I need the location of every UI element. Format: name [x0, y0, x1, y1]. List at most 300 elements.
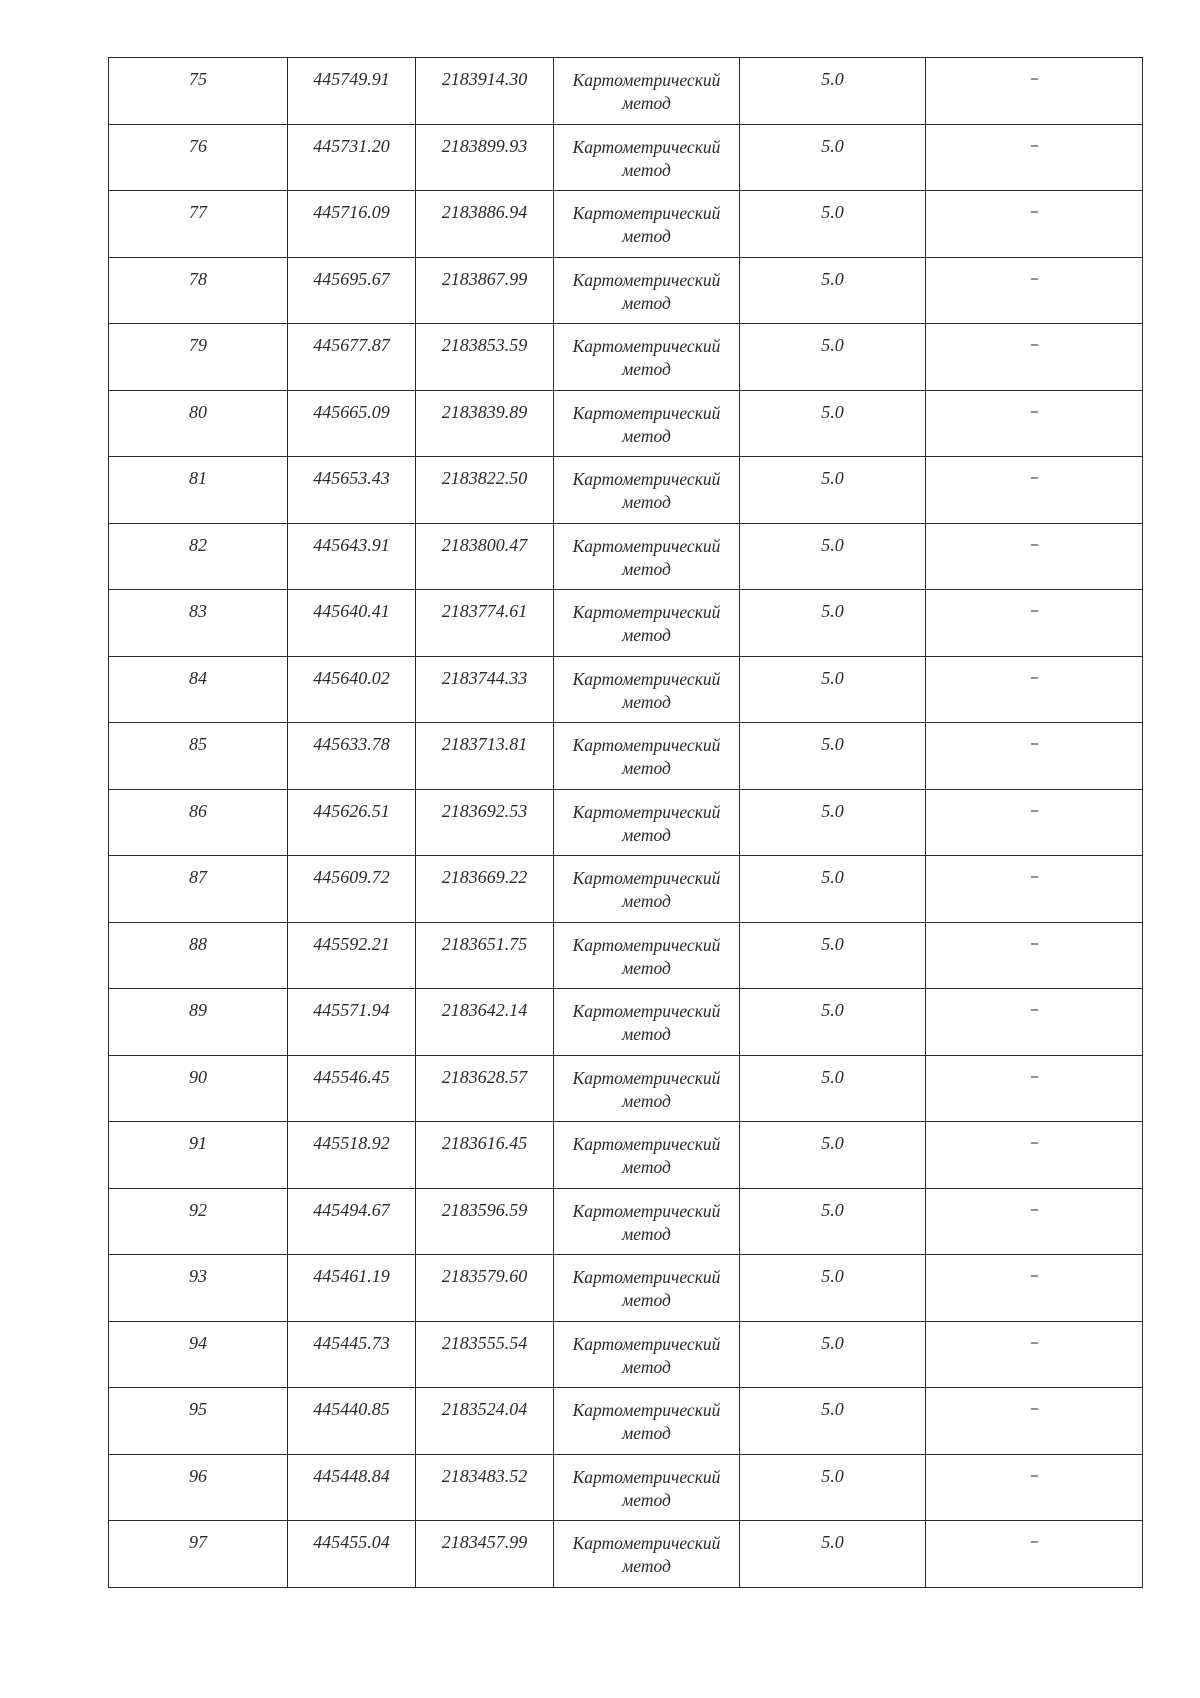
method-cell-text	[554, 1255, 739, 1312]
table-row	[109, 1321, 1143, 1388]
note-cell-text: --	[1030, 337, 1038, 352]
method-cell-line-1: Картометрический	[572, 1200, 721, 1221]
method-cell-line-1: Картометрический	[572, 602, 721, 622]
note-cell	[926, 1454, 1143, 1521]
x-coordinate-cell	[288, 656, 416, 723]
point-number-cell	[109, 989, 288, 1056]
point-number-cell-text: 81	[189, 468, 207, 488]
x-coordinate-cell	[288, 1055, 416, 1122]
coordinates-table-body	[109, 58, 1143, 1588]
x-coordinate-cell-text: 445518.92	[313, 1133, 390, 1153]
point-number-cell	[109, 590, 288, 657]
accuracy-cell	[740, 58, 926, 125]
y-coordinate-cell	[416, 1255, 554, 1322]
accuracy-cell-text: 5.0	[821, 667, 844, 688]
method-cell-text	[554, 923, 739, 980]
y-coordinate-cell-text: 2183579.60	[441, 1266, 528, 1286]
method-cell-text	[554, 191, 739, 248]
point-number-cell-text: 93	[189, 1266, 207, 1286]
note-cell-text: --	[1030, 1068, 1038, 1084]
y-coordinate-cell	[416, 257, 554, 324]
accuracy-cell-text: 5.0	[821, 800, 844, 821]
point-number-cell	[109, 324, 288, 391]
y-coordinate-cell-text: 2183899.93	[441, 135, 528, 156]
point-number-cell	[109, 390, 288, 457]
note-cell	[926, 1055, 1143, 1122]
y-coordinate-cell-text: 2183457.99	[441, 1532, 528, 1552]
method-cell-line-1: Картометрический	[572, 1533, 721, 1553]
x-coordinate-cell-text: 445695.67	[313, 268, 390, 289]
note-cell	[926, 856, 1143, 923]
x-coordinate-cell	[288, 523, 416, 590]
y-coordinate-cell	[416, 590, 554, 657]
x-coordinate-cell-text: 445653.43	[313, 468, 390, 488]
method-cell-text	[554, 1521, 739, 1578]
x-coordinate-cell	[288, 989, 416, 1056]
note-cell-text: --	[1030, 204, 1038, 219]
note-cell	[926, 1521, 1143, 1588]
point-number-cell-text: 78	[189, 268, 207, 289]
point-number-cell-text: 85	[189, 734, 207, 754]
method-cell-line-1: Картометрический	[572, 469, 721, 489]
y-coordinate-cell	[416, 1454, 554, 1521]
table-row	[109, 1521, 1143, 1588]
x-coordinate-cell-text: 445448.84	[313, 1465, 390, 1486]
table-row	[109, 723, 1143, 790]
x-coordinate-cell-text: 445546.45	[313, 1066, 390, 1087]
note-cell-text: --	[1030, 1401, 1038, 1416]
note-cell-text: --	[1030, 1534, 1038, 1549]
y-coordinate-cell-text: 2183669.22	[441, 867, 528, 887]
accuracy-cell	[740, 324, 926, 391]
note-cell	[926, 789, 1143, 856]
y-coordinate-cell	[416, 1055, 554, 1122]
method-cell-text	[554, 1388, 739, 1445]
y-coordinate-cell-text: 2183616.45	[441, 1133, 528, 1153]
point-number-cell-text: 88	[189, 933, 207, 954]
note-cell	[926, 656, 1143, 723]
point-number-cell-text: 96	[189, 1465, 207, 1486]
point-number-cell	[109, 1321, 288, 1388]
point-number-cell	[109, 1055, 288, 1122]
method-cell-text	[554, 324, 739, 381]
method-cell-line-2: метод	[622, 1157, 671, 1177]
x-coordinate-cell-text: 445494.67	[313, 1199, 390, 1220]
table-row	[109, 124, 1143, 191]
method-cell	[554, 1055, 740, 1122]
note-cell	[926, 989, 1143, 1056]
note-cell	[926, 257, 1143, 324]
accuracy-cell	[740, 1454, 926, 1521]
point-number-cell	[109, 1388, 288, 1455]
coordinates-table	[108, 57, 1143, 1588]
accuracy-cell	[740, 590, 926, 657]
accuracy-cell	[740, 124, 926, 191]
method-cell	[554, 523, 740, 590]
note-cell-text: --	[1030, 603, 1038, 618]
method-cell-line-2: метод	[622, 1489, 671, 1510]
point-number-cell-text: 79	[189, 335, 207, 355]
x-coordinate-cell	[288, 457, 416, 524]
x-coordinate-cell-text: 445640.41	[313, 601, 390, 621]
point-number-cell	[109, 257, 288, 324]
method-cell-line-1: Картометрический	[572, 1067, 721, 1088]
method-cell	[554, 590, 740, 657]
y-coordinate-cell	[416, 58, 554, 125]
method-cell-line-2: метод	[622, 1556, 671, 1576]
point-number-cell-text: 76	[189, 135, 207, 156]
method-cell-text	[554, 391, 739, 448]
y-coordinate-cell-text: 2183651.75	[441, 933, 528, 954]
method-cell	[554, 856, 740, 923]
x-coordinate-cell	[288, 191, 416, 258]
note-cell-text: --	[1030, 1334, 1038, 1350]
table-row	[109, 656, 1143, 723]
y-coordinate-cell	[416, 1188, 554, 1255]
point-number-cell-text: 86	[189, 800, 207, 821]
method-cell	[554, 1454, 740, 1521]
note-cell	[926, 723, 1143, 790]
method-cell-line-2: метод	[622, 1423, 671, 1443]
x-coordinate-cell	[288, 1122, 416, 1189]
accuracy-cell	[740, 989, 926, 1056]
method-cell-line-1: Картометрический	[572, 934, 721, 955]
method-cell-line-2: метод	[622, 558, 671, 579]
point-number-cell	[109, 789, 288, 856]
table-row	[109, 457, 1143, 524]
table-row	[109, 58, 1143, 125]
point-number-cell	[109, 124, 288, 191]
y-coordinate-cell-text: 2183692.53	[441, 800, 528, 821]
method-cell-line-2: метод	[622, 93, 671, 113]
accuracy-cell-text: 5.0	[821, 867, 844, 887]
accuracy-cell-text: 5.0	[821, 1399, 844, 1419]
note-cell-text: --	[1030, 536, 1038, 552]
note-cell-text: --	[1030, 1135, 1038, 1150]
point-number-cell-text: 92	[189, 1199, 207, 1220]
note-cell-text: --	[1030, 403, 1038, 419]
y-coordinate-cell-text: 2183628.57	[441, 1066, 528, 1087]
accuracy-cell	[740, 390, 926, 457]
x-coordinate-cell-text: 445665.09	[313, 401, 390, 422]
x-coordinate-cell-text: 445677.87	[313, 335, 390, 355]
method-cell-line-2: метод	[622, 1290, 671, 1310]
x-coordinate-cell	[288, 1388, 416, 1455]
y-coordinate-cell	[416, 856, 554, 923]
method-cell	[554, 1521, 740, 1588]
accuracy-cell	[740, 856, 926, 923]
point-number-cell-text: 77	[189, 202, 207, 222]
method-cell-text	[554, 790, 739, 847]
method-cell-line-1: Картометрический	[572, 203, 721, 223]
method-cell-line-2: метод	[622, 1356, 671, 1377]
point-number-cell	[109, 523, 288, 590]
method-cell-line-2: метод	[622, 1024, 671, 1044]
x-coordinate-cell	[288, 1521, 416, 1588]
point-number-cell	[109, 58, 288, 125]
y-coordinate-cell-text: 2183774.61	[441, 601, 528, 621]
y-coordinate-cell-text: 2183853.59	[441, 335, 528, 355]
note-cell-text: --	[1030, 802, 1038, 818]
method-cell	[554, 124, 740, 191]
x-coordinate-cell	[288, 257, 416, 324]
method-cell-text	[554, 1056, 739, 1113]
method-cell-line-1: Картометрический	[572, 136, 721, 157]
method-cell-line-1: Картометрический	[572, 535, 721, 556]
table-row	[109, 1454, 1143, 1521]
point-number-cell-text: 80	[189, 401, 207, 422]
accuracy-cell	[740, 656, 926, 723]
x-coordinate-cell-text: 445749.91	[313, 69, 390, 89]
accuracy-cell-text: 5.0	[821, 601, 844, 621]
point-number-cell	[109, 656, 288, 723]
point-number-cell-text: 97	[189, 1532, 207, 1552]
x-coordinate-cell-text: 445571.94	[313, 1000, 390, 1020]
method-cell	[554, 922, 740, 989]
table-row	[109, 856, 1143, 923]
method-cell-text	[554, 457, 739, 514]
table-row	[109, 1255, 1143, 1322]
point-number-cell-text: 89	[189, 1000, 207, 1020]
method-cell	[554, 457, 740, 524]
method-cell	[554, 1321, 740, 1388]
x-coordinate-cell-text: 445609.72	[313, 867, 390, 887]
method-cell-line-1: Картометрический	[572, 868, 721, 888]
method-cell-text	[554, 1122, 739, 1179]
accuracy-cell-text: 5.0	[821, 1133, 844, 1153]
point-number-cell	[109, 1122, 288, 1189]
method-cell-line-2: метод	[622, 226, 671, 246]
y-coordinate-cell	[416, 324, 554, 391]
x-coordinate-cell	[288, 124, 416, 191]
note-cell	[926, 1321, 1143, 1388]
table-row	[109, 324, 1143, 391]
point-number-cell	[109, 191, 288, 258]
table-row	[109, 1055, 1143, 1122]
note-cell	[926, 1388, 1143, 1455]
method-cell-line-1: Картометрический	[572, 735, 721, 755]
point-number-cell	[109, 1188, 288, 1255]
note-cell-text: --	[1030, 71, 1038, 86]
x-coordinate-cell-text: 445440.85	[313, 1399, 390, 1419]
note-cell-text: --	[1030, 869, 1038, 884]
point-number-cell	[109, 457, 288, 524]
accuracy-cell	[740, 191, 926, 258]
x-coordinate-cell-text: 445461.19	[313, 1266, 390, 1286]
accuracy-cell	[740, 922, 926, 989]
accuracy-cell-text: 5.0	[821, 401, 844, 422]
note-cell	[926, 191, 1143, 258]
point-number-cell-text: 90	[189, 1066, 207, 1087]
method-cell-text	[554, 1189, 739, 1246]
method-cell-line-2: метод	[622, 691, 671, 712]
point-number-cell	[109, 856, 288, 923]
table-row	[109, 1188, 1143, 1255]
note-cell	[926, 1122, 1143, 1189]
point-number-cell-text: 82	[189, 534, 207, 555]
method-cell-line-1: Картометрический	[572, 1333, 721, 1354]
table-row	[109, 922, 1143, 989]
x-coordinate-cell-text: 445716.09	[313, 202, 390, 222]
y-coordinate-cell-text: 2183642.14	[441, 1000, 528, 1020]
accuracy-cell-text: 5.0	[821, 335, 844, 355]
note-cell-text: --	[1030, 669, 1038, 685]
x-coordinate-cell-text: 445455.04	[313, 1532, 390, 1552]
y-coordinate-cell-text: 2183555.54	[441, 1332, 528, 1353]
accuracy-cell-text: 5.0	[821, 468, 844, 488]
y-coordinate-cell-text: 2183744.33	[441, 667, 528, 688]
note-cell-text: --	[1030, 1002, 1038, 1017]
x-coordinate-cell	[288, 1454, 416, 1521]
method-cell-line-2: метод	[622, 425, 671, 446]
method-cell-text	[554, 524, 739, 581]
note-cell-text: --	[1030, 1268, 1038, 1283]
note-cell	[926, 457, 1143, 524]
note-cell	[926, 58, 1143, 125]
accuracy-cell-text: 5.0	[821, 135, 844, 156]
table-row	[109, 789, 1143, 856]
note-cell-text: --	[1030, 1201, 1038, 1217]
table-row	[109, 257, 1143, 324]
method-cell-text	[554, 125, 739, 182]
point-number-cell	[109, 723, 288, 790]
method-cell	[554, 1122, 740, 1189]
method-cell-line-1: Картометрический	[572, 1400, 721, 1420]
method-cell	[554, 257, 740, 324]
method-cell-line-1: Картометрический	[572, 269, 721, 290]
x-coordinate-cell-text: 445633.78	[313, 734, 390, 754]
method-cell-text	[554, 856, 739, 913]
y-coordinate-cell	[416, 1321, 554, 1388]
y-coordinate-cell	[416, 191, 554, 258]
method-cell	[554, 723, 740, 790]
point-number-cell-text: 94	[189, 1332, 207, 1353]
x-coordinate-cell	[288, 789, 416, 856]
accuracy-cell-text: 5.0	[821, 1066, 844, 1087]
note-cell	[926, 390, 1143, 457]
note-cell	[926, 1255, 1143, 1322]
x-coordinate-cell	[288, 1321, 416, 1388]
method-cell-line-2: метод	[622, 292, 671, 313]
accuracy-cell	[740, 1388, 926, 1455]
method-cell-text	[554, 723, 739, 780]
method-cell	[554, 191, 740, 258]
method-cell	[554, 324, 740, 391]
method-cell-line-2: метод	[622, 625, 671, 645]
method-cell-line-1: Картометрический	[572, 1134, 721, 1154]
method-cell-line-1: Картометрический	[572, 1466, 721, 1487]
y-coordinate-cell	[416, 523, 554, 590]
accuracy-cell-text: 5.0	[821, 69, 844, 89]
y-coordinate-cell	[416, 656, 554, 723]
x-coordinate-cell-text: 445643.91	[313, 534, 390, 555]
y-coordinate-cell-text: 2183524.04	[441, 1399, 528, 1419]
y-coordinate-cell-text: 2183867.99	[441, 268, 528, 289]
y-coordinate-cell	[416, 1122, 554, 1189]
note-cell-text: --	[1030, 935, 1038, 951]
note-cell-text: --	[1030, 270, 1038, 286]
accuracy-cell-text: 5.0	[821, 202, 844, 222]
accuracy-cell	[740, 1188, 926, 1255]
method-cell-line-2: метод	[622, 891, 671, 911]
point-number-cell-text: 95	[189, 1399, 207, 1419]
y-coordinate-cell-text: 2183596.59	[441, 1199, 528, 1220]
method-cell	[554, 1255, 740, 1322]
table-row	[109, 989, 1143, 1056]
accuracy-cell	[740, 723, 926, 790]
method-cell	[554, 390, 740, 457]
accuracy-cell	[740, 1055, 926, 1122]
method-cell-line-2: метод	[622, 824, 671, 845]
point-number-cell	[109, 1255, 288, 1322]
method-cell	[554, 58, 740, 125]
x-coordinate-cell	[288, 856, 416, 923]
y-coordinate-cell	[416, 390, 554, 457]
note-cell-text: --	[1030, 137, 1038, 153]
method-cell-line-1: Картометрический	[572, 70, 721, 90]
y-coordinate-cell	[416, 457, 554, 524]
note-cell	[926, 590, 1143, 657]
accuracy-cell-text: 5.0	[821, 1465, 844, 1486]
y-coordinate-cell-text: 2183839.89	[441, 401, 528, 422]
method-cell-line-2: метод	[622, 957, 671, 978]
accuracy-cell-text: 5.0	[821, 1000, 844, 1020]
y-coordinate-cell-text: 2183713.81	[441, 734, 528, 754]
x-coordinate-cell-text: 445626.51	[313, 800, 390, 821]
note-cell	[926, 1188, 1143, 1255]
method-cell-line-1: Картометрический	[572, 402, 721, 423]
accuracy-cell	[740, 789, 926, 856]
method-cell	[554, 989, 740, 1056]
method-cell	[554, 656, 740, 723]
y-coordinate-cell-text: 2183483.52	[441, 1465, 528, 1486]
accuracy-cell	[740, 257, 926, 324]
note-cell-text: --	[1030, 470, 1038, 485]
x-coordinate-cell	[288, 723, 416, 790]
note-cell	[926, 523, 1143, 590]
point-number-cell	[109, 1521, 288, 1588]
method-cell-text	[554, 1455, 739, 1512]
method-cell-line-2: метод	[622, 159, 671, 180]
point-number-cell-text: 91	[189, 1133, 207, 1153]
accuracy-cell-text: 5.0	[821, 1532, 844, 1552]
table-row	[109, 191, 1143, 258]
method-cell-text	[554, 258, 739, 315]
y-coordinate-cell	[416, 1521, 554, 1588]
method-cell-line-1: Картометрический	[572, 801, 721, 822]
point-number-cell-text: 87	[189, 867, 207, 887]
accuracy-cell	[740, 1255, 926, 1322]
method-cell-text	[554, 657, 739, 714]
y-coordinate-cell-text: 2183914.30	[441, 69, 528, 89]
y-coordinate-cell-text: 2183800.47	[441, 534, 528, 555]
accuracy-cell	[740, 1521, 926, 1588]
method-cell-line-2: метод	[622, 1223, 671, 1244]
method-cell-text	[554, 58, 739, 115]
method-cell	[554, 1388, 740, 1455]
y-coordinate-cell	[416, 789, 554, 856]
point-number-cell-text: 75	[189, 69, 207, 89]
method-cell-line-2: метод	[622, 758, 671, 778]
method-cell-line-1: Картометрический	[572, 336, 721, 356]
y-coordinate-cell-text: 2183822.50	[441, 468, 528, 488]
x-coordinate-cell	[288, 1255, 416, 1322]
x-coordinate-cell-text: 445445.73	[313, 1332, 390, 1353]
accuracy-cell-text: 5.0	[821, 933, 844, 954]
x-coordinate-cell	[288, 922, 416, 989]
x-coordinate-cell	[288, 324, 416, 391]
note-cell-text: --	[1030, 736, 1038, 751]
